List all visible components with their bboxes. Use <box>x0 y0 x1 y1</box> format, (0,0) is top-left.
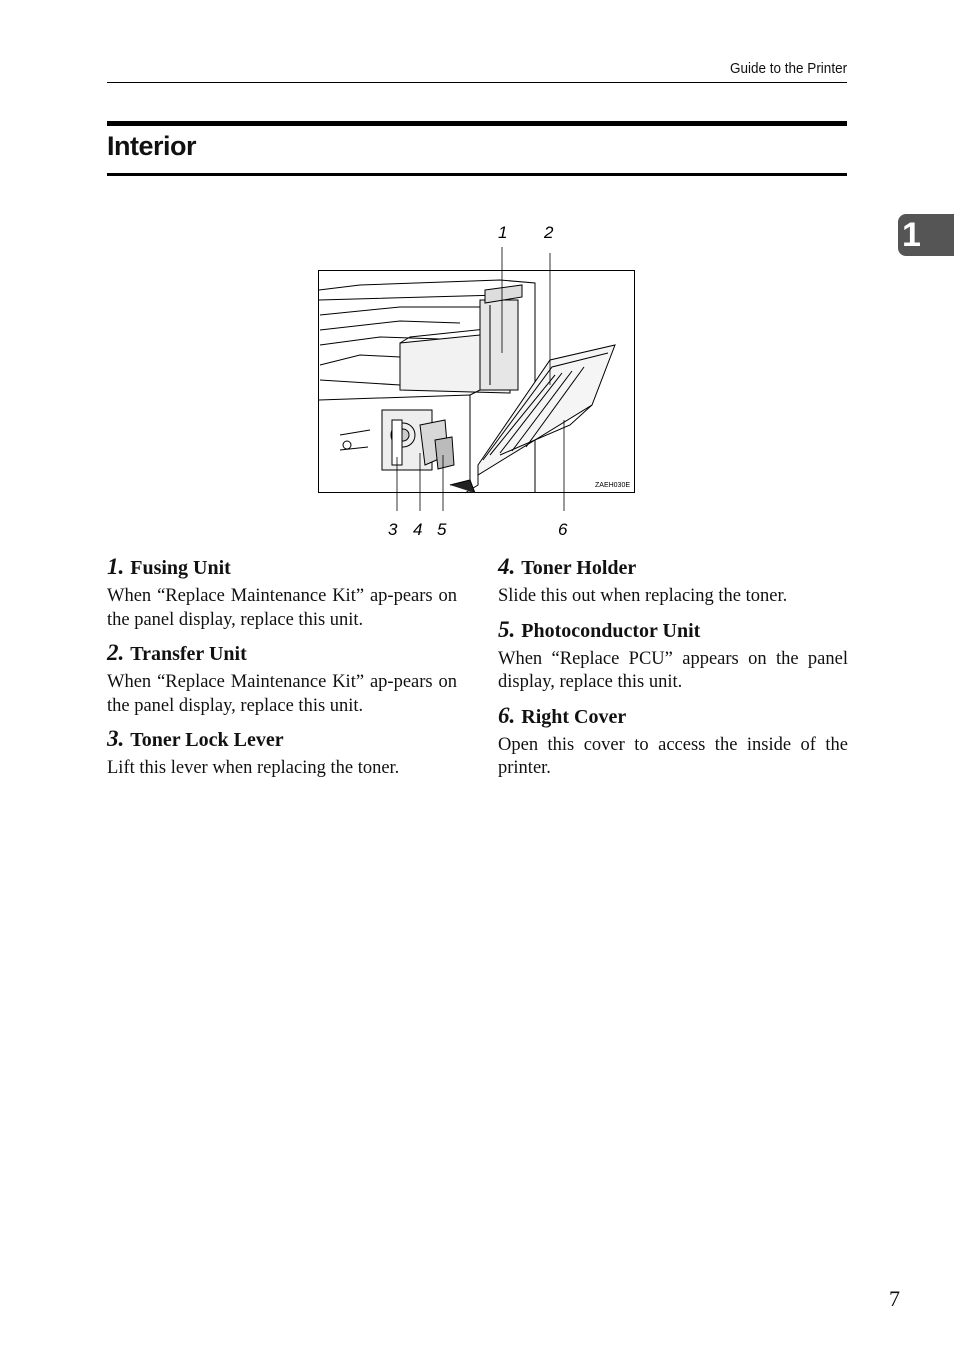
list-item <box>107 726 457 781</box>
list-item <box>107 554 457 632</box>
chapter-tab: 1 <box>898 214 954 256</box>
printer-illustration <box>300 215 650 545</box>
callout-5: 5 <box>437 520 447 539</box>
item-description: When “Replace Maintenance Kit” ap-pears on the panel display, replace this unit. <box>107 586 457 630</box>
item-list-left <box>107 554 457 789</box>
list-item <box>498 617 848 695</box>
list-item <box>498 554 848 609</box>
section-rule-bottom <box>107 173 847 176</box>
callout-4: 4 <box>413 520 423 539</box>
item-title: Toner Holder <box>521 557 637 579</box>
item-number: 5. <box>498 616 516 642</box>
item-list-right <box>498 554 848 789</box>
figure-code: ZAEH030E <box>595 482 631 489</box>
section-rule-top <box>107 121 847 126</box>
item-number: 2. <box>107 640 125 665</box>
item-number: 3. <box>107 726 125 751</box>
running-header: Guide to the Printer <box>729 60 847 77</box>
item-number: 4. <box>498 554 516 579</box>
item-description: When “Replace Maintenance Kit” ap-pears on the panel display, replace this unit. <box>107 672 457 716</box>
callout-1: 1 <box>498 223 508 242</box>
list-item <box>107 640 457 718</box>
page-number: 7 <box>889 1286 900 1311</box>
item-title: Right Cover <box>521 705 627 728</box>
item-title: Photoconductor Unit <box>521 619 701 642</box>
item-title: Toner Lock Lever <box>130 729 284 751</box>
item-title: Fusing Unit <box>130 557 231 579</box>
item-description: When “Replace PCU” appears on the panel display, replace this unit. <box>498 648 848 692</box>
item-description: Slide this out when replacing the toner. <box>498 586 788 606</box>
header-rule <box>107 82 847 83</box>
item-number: 6. <box>498 702 516 728</box>
callout-3: 3 <box>388 520 398 539</box>
list-item <box>498 703 848 781</box>
item-number: 1. <box>107 554 125 579</box>
item-description: Lift this lever when replacing the toner. <box>107 758 400 778</box>
section-title: Interior <box>107 131 197 161</box>
item-title: Transfer Unit <box>130 643 247 665</box>
printer-interior-figure <box>300 215 650 545</box>
item-description: Open this cover to access the inside of the printer. <box>498 734 848 778</box>
callout-6: 6 <box>558 520 568 539</box>
callout-2: 2 <box>544 223 554 242</box>
